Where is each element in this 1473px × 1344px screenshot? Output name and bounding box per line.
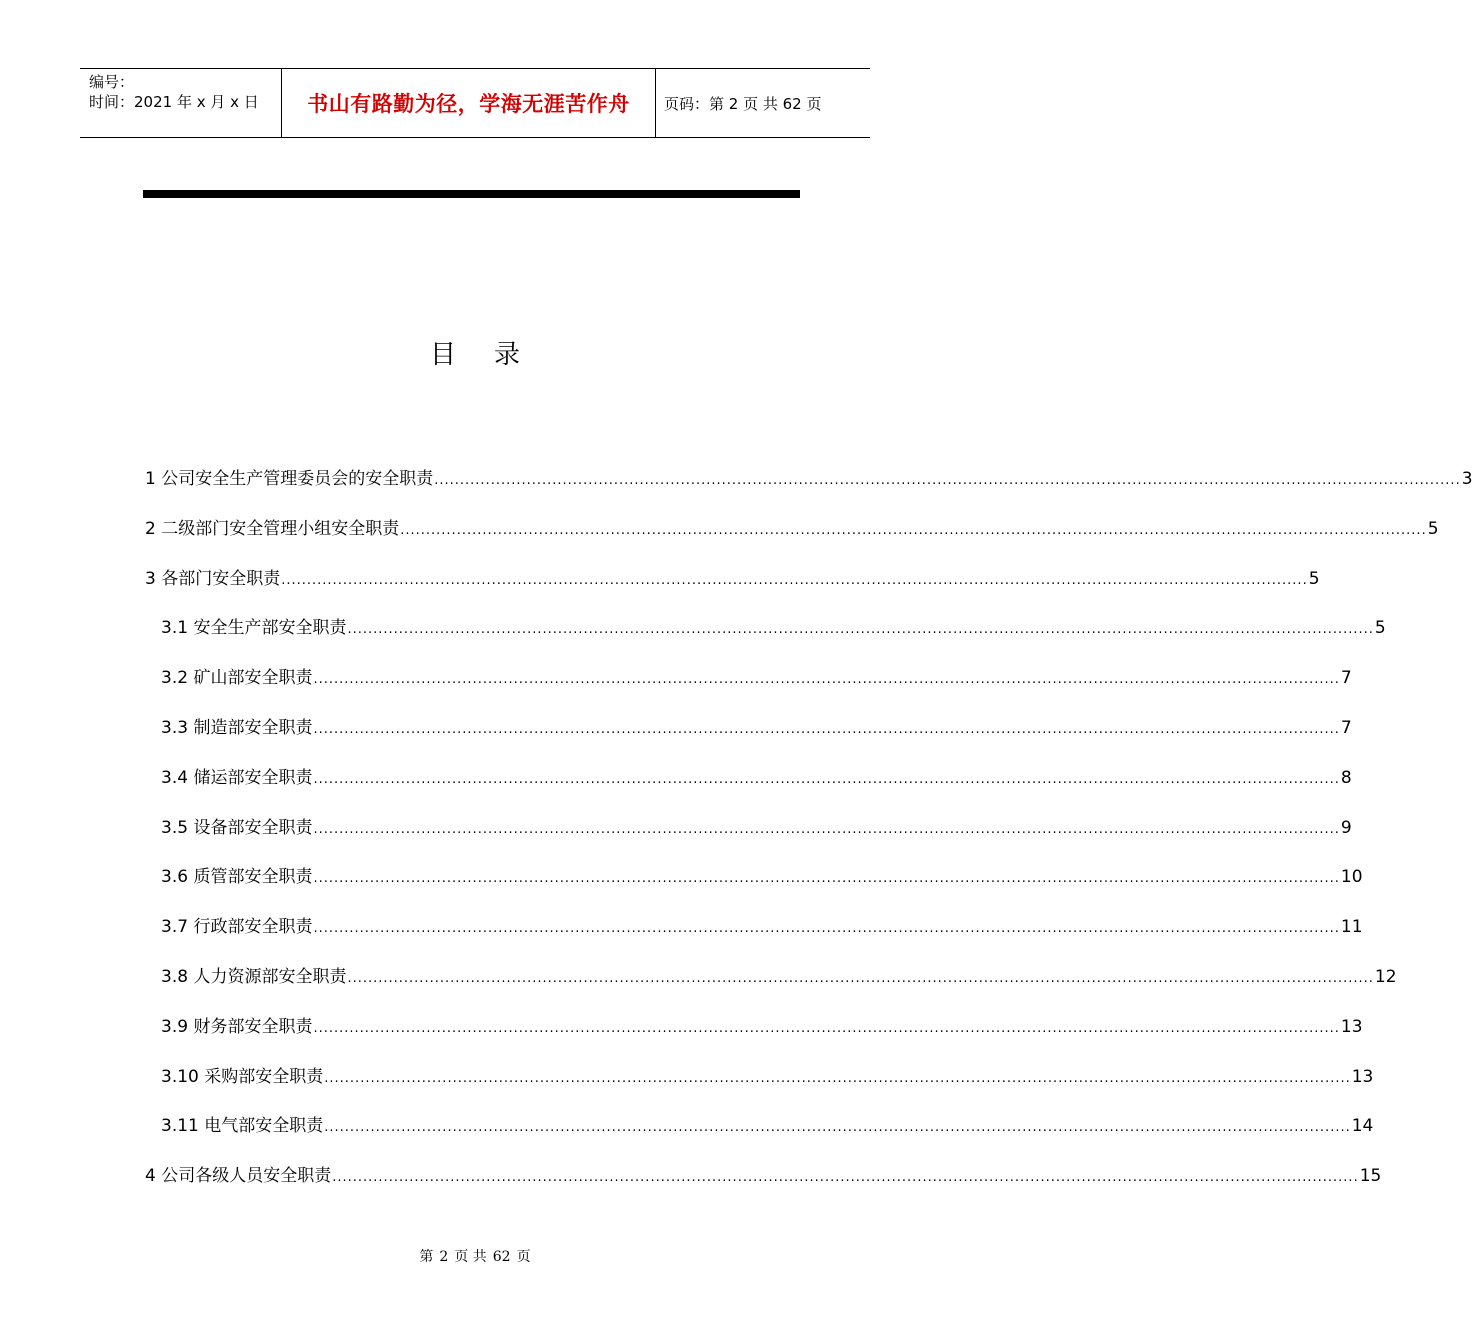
toc-entry[interactable] <box>145 566 1320 592</box>
toc-entry-page: 9 <box>1340 818 1352 838</box>
toc-leader-dots: ........................................................................................................................................................................................................ <box>313 1021 1340 1036</box>
toc-entry-label: 3.2 矿山部安全职责 <box>161 668 313 688</box>
toc-leader-dots: ........................................................................................................................................................................................................ <box>313 772 1340 787</box>
header-meta <box>80 69 282 137</box>
footer-mid: 页 共 <box>454 1249 487 1265</box>
toc-leader-dots: ........................................................................................................................................................................................................ <box>347 622 1374 637</box>
toc-entry-page: 5 <box>1374 618 1386 638</box>
toc-leader-dots: ........................................................................................................................................................................................................ <box>332 1170 1359 1185</box>
toc-entry[interactable] <box>161 914 1363 940</box>
toc-entry-label: 3.10 采购部安全职责 <box>161 1067 324 1087</box>
toc-entry-label: 4 公司各级人员安全职责 <box>145 1166 332 1186</box>
toc-entry-page: 14 <box>1351 1116 1374 1136</box>
toc-leader-dots: ........................................................................................................................................................................................................ <box>313 921 1340 936</box>
toc-leader-dots: ........................................................................................................................................................................................................ <box>313 871 1340 886</box>
toc-entry-page: 13 <box>1340 1017 1363 1037</box>
toc-entry-label: 3.9 财务部安全职责 <box>161 1017 313 1037</box>
document-number-label: 编号： <box>89 73 135 91</box>
horizontal-rule <box>143 190 800 198</box>
toc-entry-label: 3.3 制造部安全职责 <box>161 718 313 738</box>
toc-entry[interactable] <box>161 815 1352 841</box>
toc-title: 目录 <box>429 340 558 370</box>
footer-suffix: 页 <box>516 1249 531 1265</box>
page-header <box>80 68 870 138</box>
toc-entry-page: 11 <box>1340 917 1363 937</box>
toc-entry[interactable] <box>161 1014 1363 1040</box>
toc-entry-page: 7 <box>1340 718 1352 738</box>
toc-entry-page: 5 <box>1427 519 1439 539</box>
toc-entry[interactable] <box>161 615 1386 641</box>
toc-entry-page: 10 <box>1340 867 1363 887</box>
toc-leader-dots: ........................................................................................................................................................................................................ <box>400 523 1427 538</box>
toc-entry-page: 15 <box>1359 1166 1382 1186</box>
header-motto: 书山有路勤为径，学海无涯苦作舟 <box>282 69 656 137</box>
toc-leader-dots: ........................................................................................................................................................................................................ <box>281 573 1308 588</box>
toc-entry[interactable] <box>161 665 1352 691</box>
toc-entry-label: 3.4 储运部安全职责 <box>161 768 313 788</box>
toc-entry-page: 7 <box>1340 668 1352 688</box>
toc-entry-page: 8 <box>1340 768 1352 788</box>
toc-entry-label: 3.1 安全生产部安全职责 <box>161 618 347 638</box>
page-footer <box>0 1246 950 1266</box>
toc-entry-label: 3 各部门安全职责 <box>145 569 281 589</box>
toc-leader-dots: ........................................................................................................................................................................................................ <box>347 971 1374 986</box>
toc-leader-dots: ........................................................................................................................................................................................................ <box>313 722 1340 737</box>
toc-entry-page: 3 <box>1461 469 1473 489</box>
toc-leader-dots: ........................................................................................................................................................................................................ <box>324 1071 1351 1086</box>
toc-entry[interactable] <box>161 1064 1374 1090</box>
toc-entry[interactable] <box>161 765 1352 791</box>
toc-entry-label: 3.7 行政部安全职责 <box>161 917 313 937</box>
toc-entry[interactable] <box>145 1163 1382 1189</box>
footer-prefix: 第 <box>419 1249 434 1265</box>
toc-entry-page: 13 <box>1351 1067 1374 1087</box>
toc-entry-label: 2 二级部门安全管理小组安全职责 <box>145 519 400 539</box>
header-page-info: 页码：第 2 页 共 62 页 <box>664 94 822 113</box>
toc-entry-label: 3.5 设备部安全职责 <box>161 818 313 838</box>
toc-entry[interactable] <box>161 864 1363 890</box>
document-time-label: 时间：2021 年 x 月 x 日 <box>89 93 259 111</box>
toc-entry-page: 5 <box>1308 569 1320 589</box>
toc-entry[interactable] <box>145 466 1473 492</box>
toc-entry-label: 1 公司安全生产管理委员会的安全职责 <box>145 469 434 489</box>
toc-leader-dots: ........................................................................................................................................................................................................ <box>434 473 1461 488</box>
footer-page-number: 2 <box>439 1249 449 1265</box>
toc-entry[interactable] <box>161 964 1397 990</box>
footer-total-pages: 62 <box>492 1249 511 1265</box>
toc-entry[interactable] <box>161 715 1352 741</box>
toc-entry-label: 3.8 人力资源部安全职责 <box>161 967 347 987</box>
toc-leader-dots: ........................................................................................................................................................................................................ <box>313 822 1340 837</box>
toc-leader-dots: ........................................................................................................................................................................................................ <box>313 672 1340 687</box>
toc-entry[interactable] <box>145 516 1439 542</box>
toc-entry-label: 3.11 电气部安全职责 <box>161 1116 324 1136</box>
toc-entry-label: 3.6 质管部安全职责 <box>161 867 313 887</box>
toc-entry-page: 12 <box>1374 967 1397 987</box>
toc-entry[interactable] <box>161 1113 1374 1139</box>
toc-leader-dots: ........................................................................................................................................................................................................ <box>324 1120 1351 1135</box>
